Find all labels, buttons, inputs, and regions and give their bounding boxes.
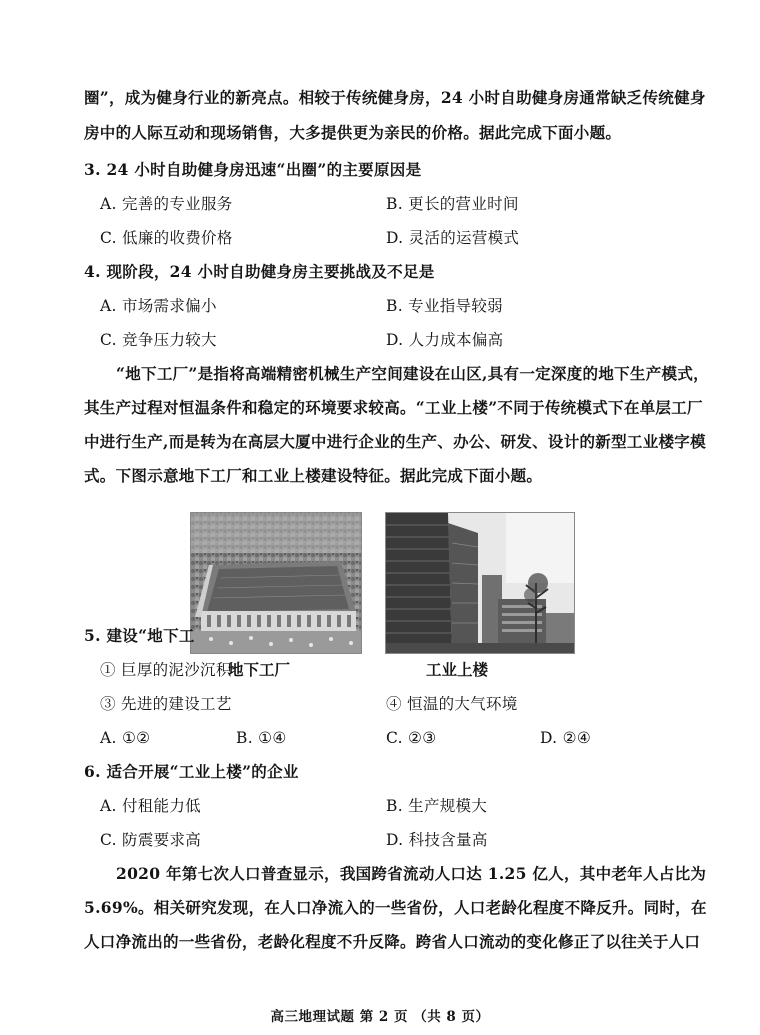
underground-factory-photo (190, 512, 362, 654)
question-4-option-b: B. 专业指导较弱 (386, 297, 503, 315)
passage1-line2: 房中的人际互动和现场销售，大多提供更为亲民的价格。据此完成下面小题。 (84, 123, 622, 142)
question-3-stem: 3. 24 小时自助健身房迅速“出圈”的主要原因是 (84, 160, 422, 179)
question-3-option-c: C. 低廉的收费价格 (100, 229, 233, 247)
passage3-line3: 人口净流出的一些省份，老龄化程度不升反降。跨省人口流动的变化修正了以往关于人口 (84, 932, 701, 951)
question-4-option-d: D. 人力成本偏高 (386, 331, 504, 349)
page-footer: 高三地理试题 第 2 页 （共 8 页） (270, 1009, 490, 1025)
passage3-line2: 5.69%。相关研究发现，在人口净流入的一些省份，人口老龄化程度不降反升。同时，在 (84, 898, 707, 917)
question-6-stem: 6. 适合开展“工业上楼”的企业 (84, 762, 299, 781)
question-5-option-b: B. ①④ (236, 729, 287, 747)
question-6-option-b: B. 生产规模大 (386, 797, 488, 815)
passage2-line3: 中进行生产,而是转为在高层大厦中进行企业的生产、办公、研发、设计的新型工业楼字模 (84, 432, 706, 451)
passage2-line2: 其生产过程对恒温条件和稳定的环境要求较高。“工业上楼”不同于传统模式下在单层工厂 (84, 398, 703, 417)
question-4-option-a: A. 市场需求偏小 (100, 297, 217, 315)
question-4-stem: 4. 现阶段，24 小时自助健身房主要挑战及不足是 (84, 262, 435, 281)
question-5-statement-3: ③ 先进的建设工艺 (100, 695, 232, 713)
question-5-option-d: D. ②④ (540, 729, 592, 747)
passage2-line4: 式。下图示意地下工厂和工业上楼建设特征。据此完成下面小题。 (84, 466, 543, 485)
question-5-option-c: C. ②③ (386, 729, 437, 747)
question-3-option-a: A. 完善的专业服务 (100, 195, 233, 213)
question-6-option-c: C. 防震要求高 (100, 831, 202, 849)
question-3-option-b: B. 更长的营业时间 (386, 195, 519, 213)
question-5-stem: 5. 建设“地下工 (84, 626, 195, 645)
industrial-highrise-photo (385, 512, 575, 654)
passage1-line1: 圈”，成为健身行业的新亮点。相较于传统健身房，24 小时自助健身房通常缺乏传统健身 (84, 88, 706, 107)
question-5-option-a: A. ①② (100, 729, 151, 747)
question-5-statement-4: ④ 恒温的大气环境 (386, 695, 518, 713)
question-3-option-d: D. 灵活的运营模式 (386, 229, 520, 247)
question-6-option-d: D. 科技含量高 (386, 831, 488, 849)
question-5-statement-1: ① 巨厚的泥沙沉积 (100, 661, 232, 679)
question-4-option-c: C. 竞争压力较大 (100, 331, 217, 349)
passage2-line1: “地下工厂”是指将高端精密机械生产空间建设在山区,具有一定深度的地下生产模式， (116, 364, 709, 383)
underground-factory-caption: 地下工厂 (228, 660, 291, 679)
industrial-highrise-caption: 工业上楼 (426, 660, 489, 679)
question-6-option-a: A. 付租能力低 (100, 797, 201, 815)
passage3-line1: 2020 年第七次人口普查显示，我国跨省流动人口达 1.25 亿人，其中老年人占比为 (116, 864, 707, 883)
